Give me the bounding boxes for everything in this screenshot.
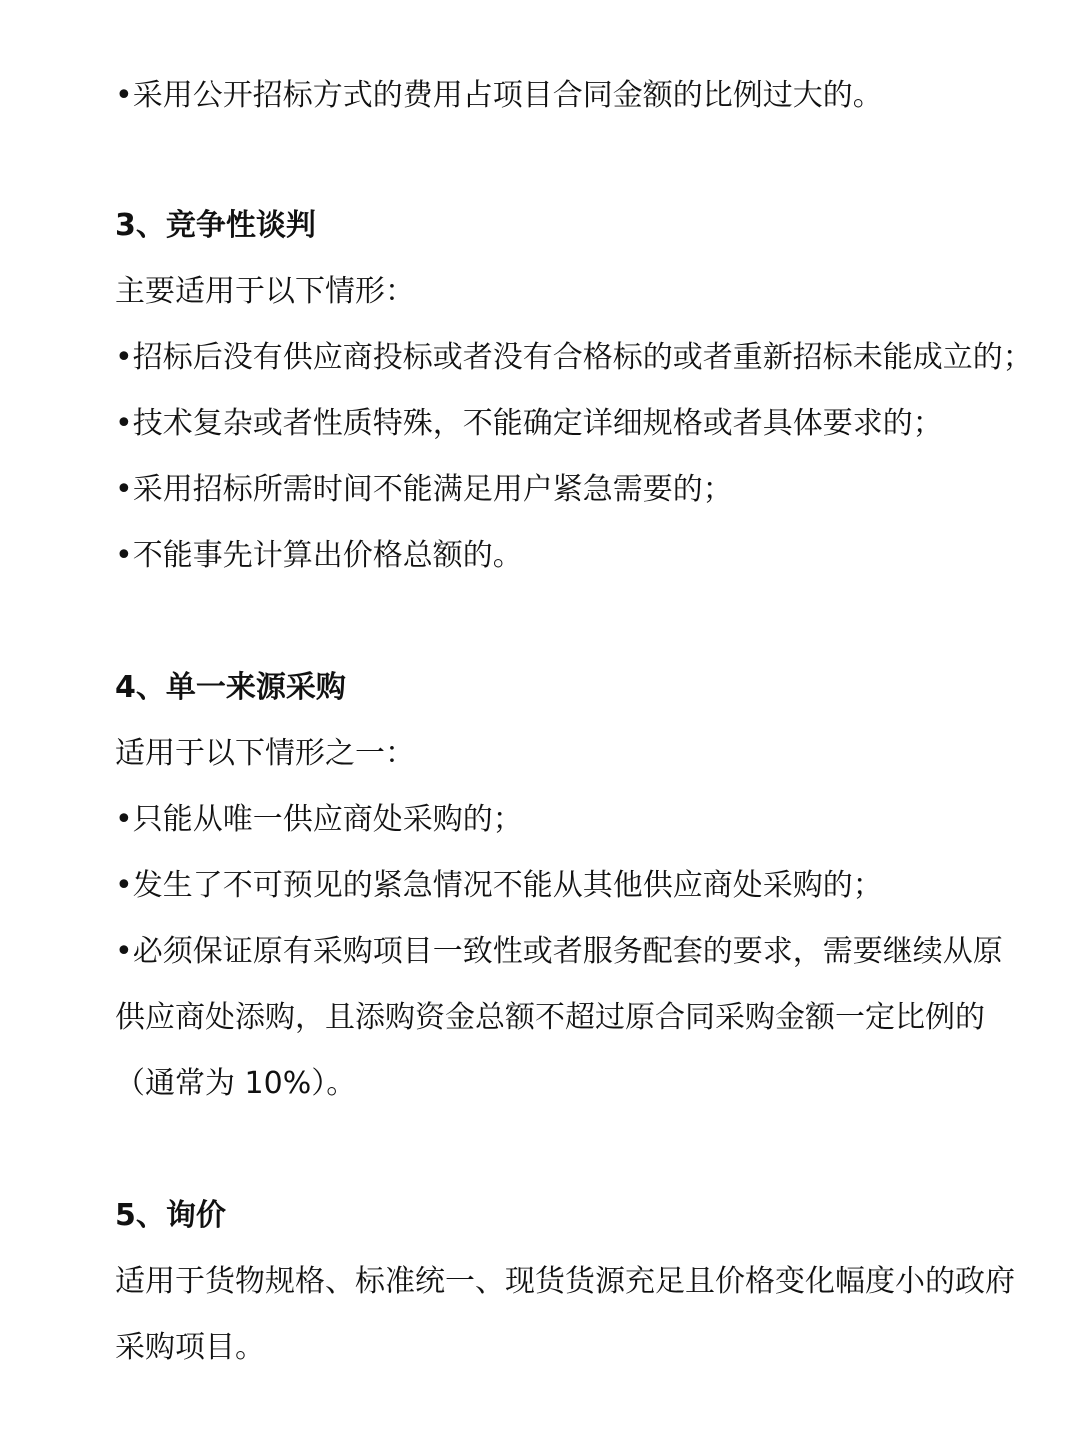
section-3-heading: 3、竞争性谈判 [115,208,316,243]
intro-bullet: •采用公开招标方式的费用占项目合同金额的比例过大的。 [115,78,883,113]
section-3-bullet-4: •不能事先计算出价格总额的。 [115,538,523,573]
section-5-paragraph-line-2: 采购项目。 [115,1330,265,1365]
section-4-heading: 4、单一来源采购 [115,670,346,705]
section-3-bullet-2: •技术复杂或者性质特殊，不能确定详细规格或者具体要求的； [115,406,943,441]
section-3-lead: 主要适用于以下情形： [115,274,415,309]
section-3-bullet-3: •采用招标所需时间不能满足用户紧急需要的； [115,472,733,507]
section-4-bullet-1: •只能从唯一供应商处采购的； [115,802,523,837]
section-4-bullet-3-line-3: （通常为 10%）。 [115,1066,357,1101]
section-4-bullet-3-line-2: 供应商处添购，且添购资金总额不超过原合同采购金额一定比例的 [115,1000,985,1035]
section-3-bullet-1: •招标后没有供应商投标或者没有合格标的或者重新招标未能成立的； [115,340,1033,375]
section-5-paragraph-line-1: 适用于货物规格、标准统一、现货货源充足且价格变化幅度小的政府 [115,1264,1015,1299]
section-4-bullet-3-line-1: •必须保证原有采购项目一致性或者服务配套的要求，需要继续从原 [115,934,1003,969]
section-5-heading: 5、询价 [115,1198,226,1233]
section-4-bullet-2: •发生了不可预见的紧急情况不能从其他供应商处采购的； [115,868,883,903]
section-4-lead: 适用于以下情形之一： [115,736,415,771]
